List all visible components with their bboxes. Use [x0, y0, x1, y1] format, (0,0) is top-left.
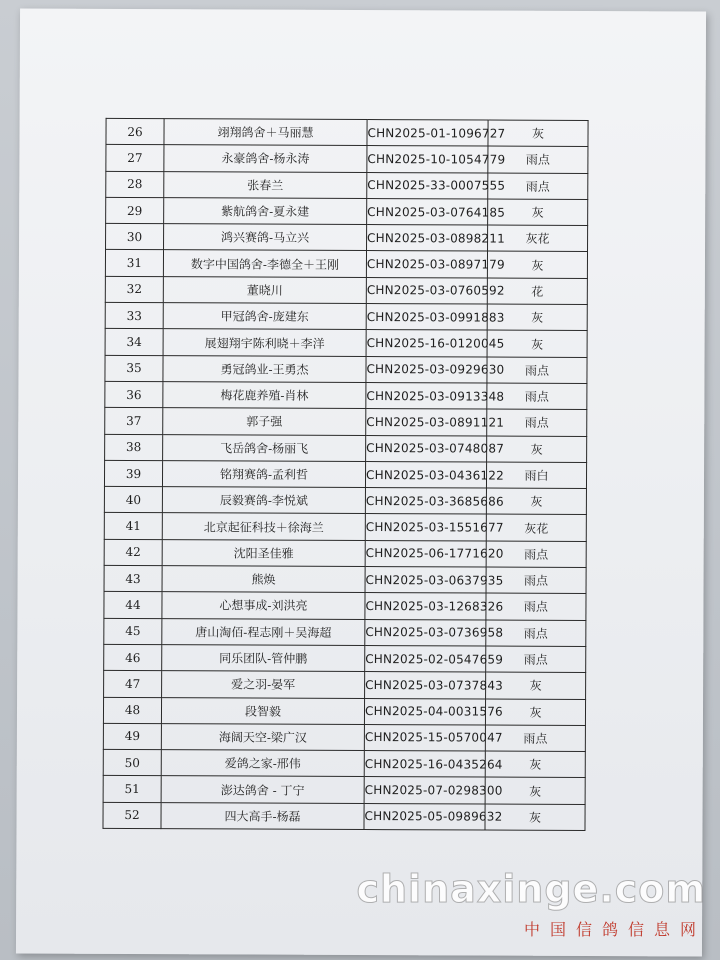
table-row: [105, 381, 587, 409]
feather-color: 雨点: [487, 409, 587, 436]
row-number: 36: [105, 381, 163, 408]
feather-color: 灰: [487, 436, 587, 463]
feather-color: 灰: [486, 672, 586, 699]
entrant-name: 四大高手-杨磊: [161, 802, 364, 829]
table-row: [103, 750, 585, 778]
feather-color: 灰花: [486, 515, 586, 542]
table-row: [103, 802, 585, 830]
table-row: [106, 171, 588, 199]
entrant-name: 澎达鸽舍 - 丁宁: [161, 776, 364, 803]
row-number: 28: [106, 171, 164, 198]
row-number: 44: [104, 592, 162, 619]
entrant-name: 爱之羽-晏军: [162, 671, 365, 698]
table-row: [104, 539, 586, 567]
table-row: [103, 697, 585, 725]
ring-number: CHN2025-03-0913348: [366, 382, 487, 409]
row-number: 46: [104, 644, 162, 671]
feather-color: 灰花: [488, 225, 588, 252]
ring-number: CHN2025-03-0991883: [366, 304, 487, 331]
ring-number: CHN2025-33-0007555: [367, 172, 488, 199]
row-number: 27: [106, 145, 164, 172]
ring-number: CHN2025-03-0891121: [366, 409, 487, 436]
feather-color: 花: [487, 278, 587, 305]
table-row: [106, 118, 588, 146]
row-number: 38: [105, 434, 163, 461]
table-row: [104, 644, 586, 672]
row-number: 52: [103, 802, 161, 829]
feather-color: 灰: [485, 777, 585, 804]
ring-number: CHN2025-15-0570047: [364, 724, 485, 751]
feather-color: 雨点: [486, 620, 586, 647]
table-row: [105, 329, 587, 357]
row-number: 40: [104, 487, 162, 514]
entrant-name: 展翅翔宇陈利晓＋李洋: [163, 329, 366, 356]
feather-color: 雨点: [485, 725, 585, 752]
feather-color: 灰: [488, 120, 588, 147]
row-number: 43: [104, 565, 162, 592]
entrant-name: 永豪鸽舍-杨永涛: [164, 145, 367, 172]
entrant-name: 翊翔鸽舍＋马丽慧: [164, 119, 367, 146]
ring-number: CHN2025-10-1054779: [367, 146, 488, 173]
entrant-name: 同乐团队-管仲鹏: [162, 645, 365, 672]
ring-number: CHN2025-03-0736958: [365, 619, 486, 646]
row-number: 33: [105, 302, 163, 329]
entrant-name: 郭子强: [163, 408, 366, 435]
ring-number: CHN2025-16-0435264: [364, 751, 485, 778]
feather-color: 雨白: [486, 462, 586, 489]
row-number: 42: [104, 539, 162, 566]
feather-color: 灰: [488, 199, 588, 226]
table-row: [105, 276, 587, 304]
entrant-name: 飞岳鸽舍-杨丽飞: [163, 434, 366, 461]
ring-number: CHN2025-05-0989632: [364, 803, 485, 830]
table-row: [105, 408, 587, 436]
table-row: [104, 513, 586, 541]
row-number: 29: [106, 197, 164, 224]
ring-number: CHN2025-03-3685686: [365, 488, 486, 515]
row-number: 30: [106, 224, 164, 251]
table-row: [104, 592, 586, 620]
feather-color: 灰: [486, 488, 586, 515]
feather-color: 雨点: [486, 567, 586, 594]
site-watermark: [356, 867, 706, 940]
watermark-domain: chinaxinge.com: [356, 867, 706, 911]
entrant-name: 唐山淘佰-程志刚＋吴海超: [162, 618, 365, 645]
entrant-name: 铭翔赛鸽-孟利哲: [162, 460, 365, 487]
ring-number: CHN2025-02-0547659: [365, 645, 486, 672]
table-row: [105, 434, 587, 462]
paper-sheet: [16, 9, 706, 957]
row-number: 41: [104, 513, 162, 540]
entrant-name: 紫航鸽舍-夏永建: [164, 198, 367, 225]
feather-color: 灰: [487, 304, 587, 331]
ring-number: CHN2025-03-0436122: [365, 461, 486, 488]
table-row: [103, 723, 585, 751]
feather-color: 灰: [487, 252, 587, 279]
results-table-body: [103, 118, 588, 830]
ring-number: CHN2025-03-0737843: [365, 672, 486, 699]
feather-color: 雨点: [486, 541, 586, 568]
ring-number: CHN2025-03-1268326: [365, 593, 486, 620]
ring-number: CHN2025-03-0897179: [366, 251, 487, 278]
entrant-name: 熊焕: [162, 566, 365, 593]
row-number: 26: [106, 118, 164, 145]
ring-number: CHN2025-04-0031576: [364, 698, 485, 725]
entrant-name: 辰毅赛鸽-李悦斌: [162, 487, 365, 514]
row-number: 31: [105, 250, 163, 277]
entrant-name: 段智毅: [161, 697, 364, 724]
entrant-name: 董晓川: [163, 276, 366, 303]
ring-number: CHN2025-03-0764185: [367, 198, 488, 225]
entrant-name: 梅花鹿养殖-肖林: [163, 382, 366, 409]
row-number: 49: [103, 723, 161, 750]
feather-color: 灰: [485, 699, 585, 726]
entrant-name: 海阔天空-梁广汉: [161, 723, 364, 750]
table-row: [106, 224, 588, 252]
table-row: [106, 197, 588, 225]
feather-color: 雨点: [487, 357, 587, 384]
ring-number: CHN2025-03-0929630: [366, 356, 487, 383]
table-row: [104, 565, 586, 593]
ring-number: CHN2025-03-0898211: [367, 225, 488, 252]
feather-color: 雨点: [488, 173, 588, 200]
ring-number: CHN2025-16-0120045: [366, 330, 487, 357]
feather-color: 灰: [485, 751, 585, 778]
row-number: 39: [104, 460, 162, 487]
feather-color: 灰: [485, 804, 585, 831]
feather-color: 雨点: [486, 646, 586, 673]
entrant-name: 心想事成-刘洪亮: [162, 592, 365, 619]
entrant-name: 甲冠鸽舍-庞建东: [163, 303, 366, 330]
table-row: [105, 355, 587, 383]
entrant-name: 鸿兴赛鸽-马立兴: [164, 224, 367, 251]
ring-number: CHN2025-03-1551677: [365, 514, 486, 541]
ring-number: CHN2025-03-0637935: [365, 567, 486, 594]
table-row: [104, 671, 586, 699]
entrant-name: 爱鸽之家-邢伟: [161, 750, 364, 777]
table-row: [104, 487, 586, 515]
ring-number: CHN2025-03-0748087: [366, 435, 487, 462]
table-row: [105, 302, 587, 330]
table-row: [105, 250, 587, 278]
ring-number: CHN2025-06-1771620: [365, 540, 486, 567]
feather-color: 雨点: [488, 146, 588, 173]
entrant-name: 张春兰: [164, 171, 367, 198]
results-table: [102, 118, 588, 831]
table-row: [106, 145, 588, 173]
watermark-site-name: 中国信鸽信息网: [523, 920, 706, 939]
feather-color: 灰: [487, 330, 587, 357]
table-row: [103, 776, 585, 804]
ring-number: CHN2025-01-1096727: [367, 120, 488, 147]
row-number: 32: [105, 276, 163, 303]
feather-color: 雨点: [486, 593, 586, 620]
ring-number: CHN2025-07-0298300: [364, 777, 485, 804]
ring-number: CHN2025-03-0760592: [366, 277, 487, 304]
row-number: 51: [103, 776, 161, 803]
row-number: 48: [103, 697, 161, 724]
entrant-name: 勇冠鸽业-王勇杰: [163, 355, 366, 382]
feather-color: 雨点: [487, 383, 587, 410]
entrant-name: 沈阳圣佳雅: [162, 539, 365, 566]
entrant-name: 北京起征科技＋徐海兰: [162, 513, 365, 540]
row-number: 47: [104, 671, 162, 698]
table-row: [104, 618, 586, 646]
table-row: [104, 460, 586, 488]
row-number: 45: [104, 618, 162, 645]
row-number: 37: [105, 408, 163, 435]
row-number: 50: [103, 750, 161, 777]
row-number: 34: [105, 329, 163, 356]
row-number: 35: [105, 355, 163, 382]
entrant-name: 数字中国鸽舍-李德全＋王刚: [163, 250, 366, 277]
